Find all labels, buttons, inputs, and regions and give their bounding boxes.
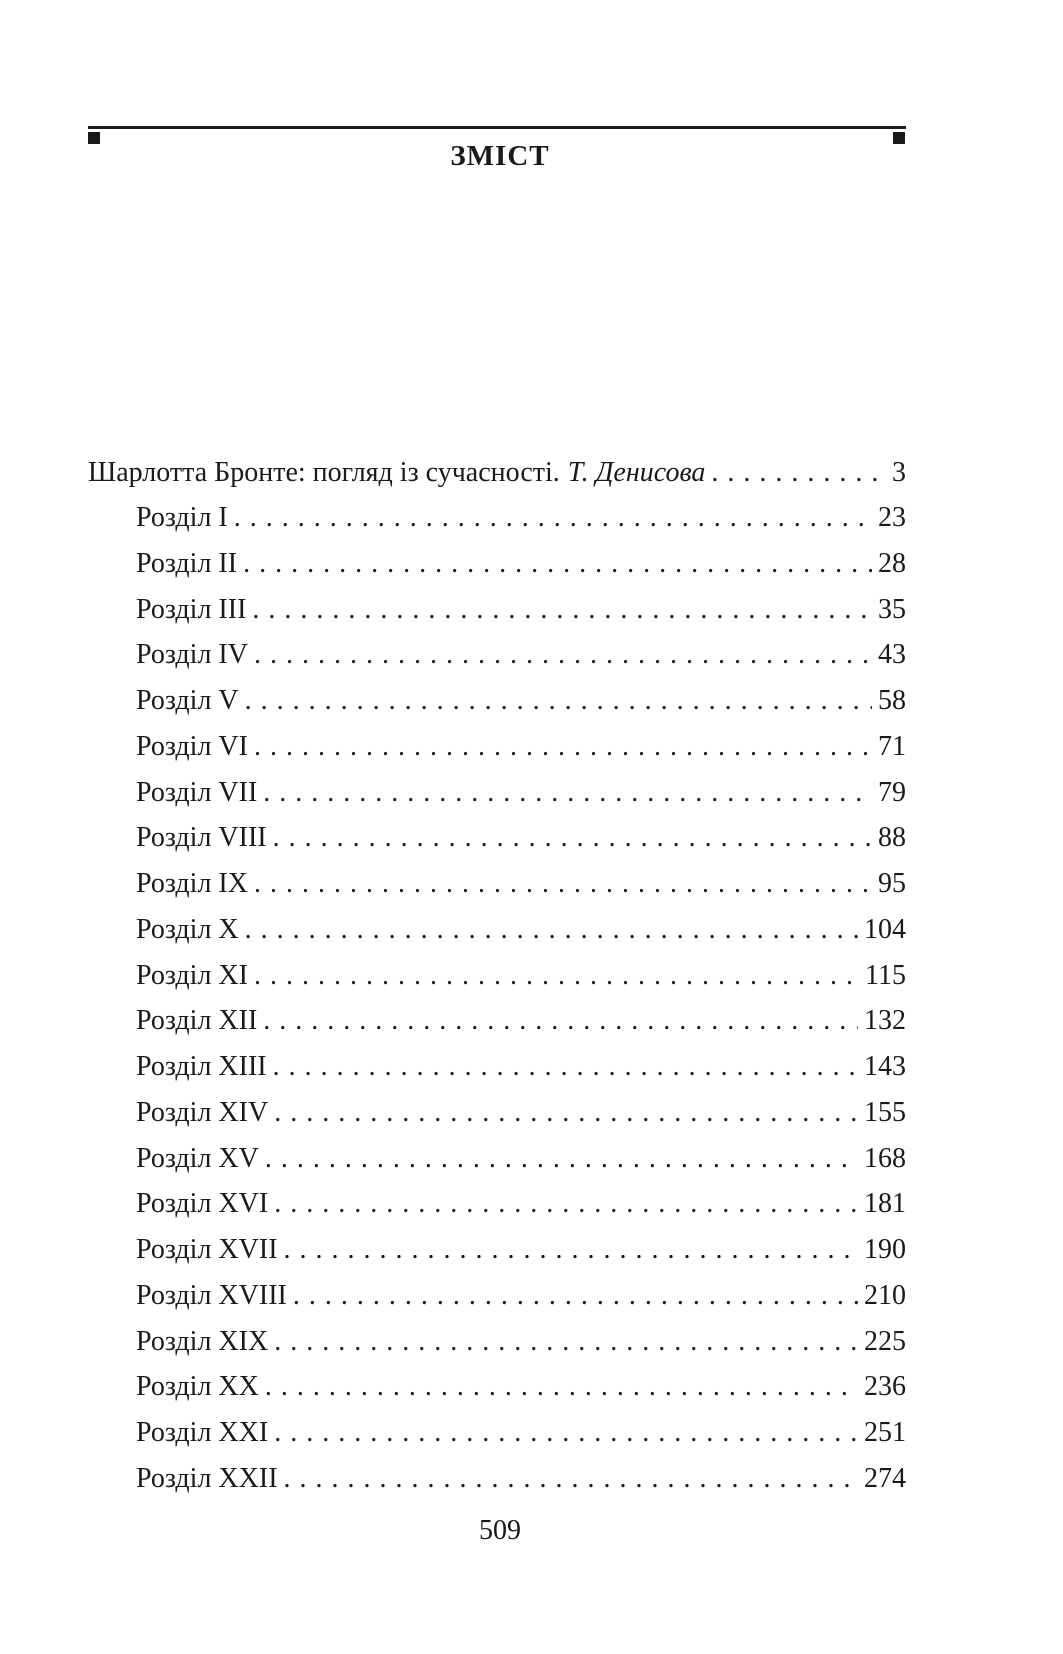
toc-entry-chapter[interactable] (136, 1417, 906, 1457)
dot-leader (273, 822, 872, 854)
toc-entry-chapter[interactable] (136, 1005, 906, 1045)
toc-entry-chapter[interactable] (136, 1280, 906, 1320)
toc-entry-page: 143 (864, 1051, 906, 1082)
toc-entry-page: 155 (864, 1096, 906, 1128)
toc-entry-chapter[interactable] (136, 868, 906, 908)
toc-entry-chapter[interactable] (136, 822, 906, 862)
toc-entry-chapter[interactable] (136, 639, 906, 679)
toc-entry-page: 168 (864, 1142, 906, 1174)
toc-entry-page: 35 (878, 593, 906, 625)
toc-entry-page: 132 (864, 1005, 906, 1037)
toc-entry-chapter[interactable] (136, 594, 906, 634)
toc-entry-chapter[interactable] (136, 1188, 906, 1228)
dot-leader (263, 777, 872, 809)
dot-leader (245, 914, 858, 946)
dot-leader (243, 548, 872, 580)
dot-leader (273, 1051, 858, 1083)
dot-leader (254, 960, 859, 992)
toc-entry-page: 3 (892, 457, 906, 488)
dot-leader (274, 1326, 858, 1358)
toc-entry-chapter[interactable] (136, 685, 906, 725)
toc-entry-label: Розділ II (136, 547, 238, 579)
toc-entry-chapter[interactable] (136, 1234, 906, 1274)
page-title: ЗМІСТ (450, 140, 550, 172)
toc-entry-page: 236 (864, 1371, 906, 1403)
dot-leader (293, 1280, 858, 1312)
dot-leader (274, 1188, 858, 1220)
toc-entry-chapter[interactable] (136, 1371, 906, 1411)
toc-entry-page: 225 (864, 1325, 906, 1357)
toc-entry-page: 79 (878, 776, 906, 808)
dot-leader (265, 1143, 858, 1175)
toc-entry-chapter[interactable] (136, 1326, 906, 1366)
toc-entry-author: Т. Денисова (567, 457, 706, 488)
page-number: 509 (479, 1515, 521, 1546)
toc-entry-label: Розділ VIII (136, 822, 267, 854)
dot-leader (254, 868, 872, 900)
toc-entry-label: Розділ V (136, 685, 239, 716)
dot-leader (274, 1097, 858, 1129)
toc-entry-label: Розділ XV (136, 1142, 259, 1174)
toc-entry-label: Розділ XVIII (136, 1279, 287, 1311)
toc-entry-page: 43 (878, 639, 906, 671)
dot-leader (254, 639, 872, 671)
toc-entry-page: 251 (864, 1417, 906, 1448)
toc-entry-page: 104 (864, 913, 906, 945)
toc-entry-chapter[interactable] (136, 502, 906, 542)
toc-entry-page: 181 (864, 1188, 906, 1220)
toc-entry-intro[interactable] (88, 457, 906, 497)
toc-entry-label: Розділ XIX (136, 1325, 269, 1357)
toc-entry-label: Розділ III (136, 593, 247, 625)
toc-entry-label: Розділ XIII (136, 1051, 267, 1082)
toc-entry-chapter[interactable] (136, 960, 906, 1000)
toc-entry-label: Шарлотта Бронте: погляд із сучасності. (88, 457, 560, 488)
toc-entry-page: 28 (878, 547, 906, 579)
toc-entry-page: 58 (878, 685, 906, 716)
toc-entry-label: Розділ I (136, 502, 228, 533)
toc-entry-label: Розділ VII (136, 776, 258, 808)
toc-entry-label: Розділ IV (136, 639, 248, 671)
header-rule (88, 126, 906, 129)
toc-entry-page: 71 (878, 730, 906, 762)
toc-entry-page: 95 (878, 868, 906, 899)
toc-entry-chapter[interactable] (136, 777, 906, 817)
dot-leader (265, 1371, 858, 1403)
toc-entry-label: Розділ VI (136, 730, 248, 762)
toc-entry-label: Розділ XVII (136, 1234, 278, 1265)
toc-entry-chapter[interactable] (136, 914, 906, 954)
dot-leader (284, 1463, 858, 1495)
toc-entry-label: Розділ XIV (136, 1096, 269, 1128)
toc-entry-page: 23 (878, 502, 906, 533)
dot-leader (245, 685, 872, 717)
toc-entry-page: 190 (864, 1234, 906, 1265)
toc-entry-page: 88 (878, 822, 906, 854)
toc-entry-chapter[interactable] (136, 1051, 906, 1091)
toc-entry-label: Розділ XII (136, 1005, 258, 1037)
toc-entry-page: 115 (865, 959, 906, 991)
toc-entry-label: Розділ XVI (136, 1188, 269, 1220)
dot-leader (274, 1417, 858, 1449)
toc-entry-chapter[interactable] (136, 1463, 906, 1503)
toc-entry-label: Розділ X (136, 913, 239, 945)
toc-entry-page: 274 (864, 1462, 906, 1494)
dot-leader (252, 594, 872, 626)
toc-entry-chapter[interactable] (136, 1143, 906, 1183)
toc-entry-page: 210 (864, 1279, 906, 1311)
dot-leader (234, 502, 872, 534)
toc-entry-chapter[interactable] (136, 731, 906, 771)
dot-leader (254, 731, 872, 763)
toc-entry-chapter[interactable] (136, 1097, 906, 1137)
toc-entry-label: Розділ XI (136, 959, 248, 991)
dot-leader (263, 1005, 858, 1037)
dot-leader (711, 457, 886, 489)
toc-entry-label: Розділ XXI (136, 1417, 269, 1448)
toc-entry-label: Розділ XX (136, 1371, 259, 1403)
toc-entry-chapter[interactable] (136, 548, 906, 588)
toc-entry-label: Розділ IX (136, 868, 248, 899)
toc-entry-label: Розділ XXII (136, 1462, 278, 1494)
dot-leader (284, 1234, 858, 1266)
